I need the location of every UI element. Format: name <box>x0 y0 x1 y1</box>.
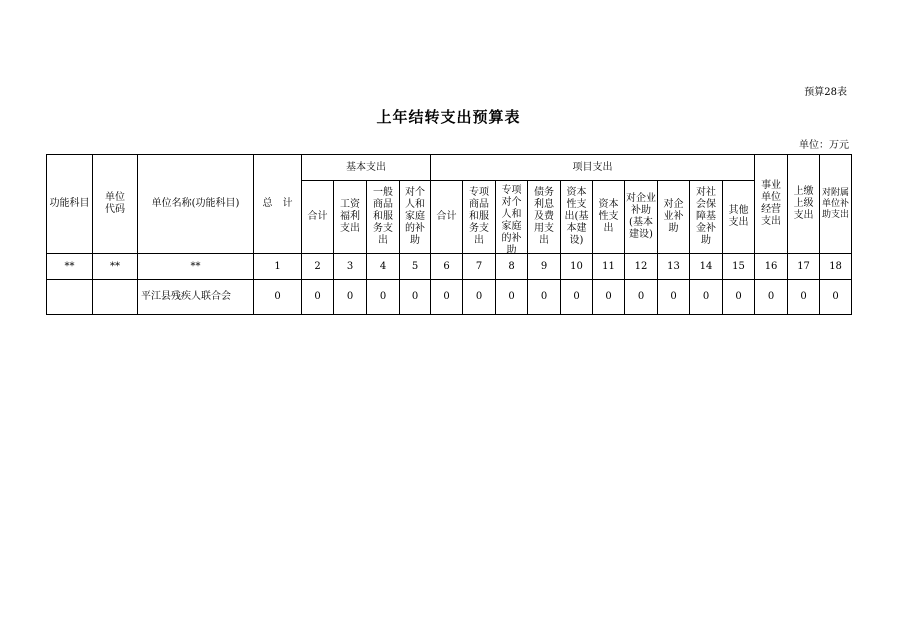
data-cell: 0 <box>755 280 788 315</box>
header-project-col: 专项商品和服务支出 <box>463 181 496 254</box>
data-cell: 0 <box>723 280 755 315</box>
index-cell: 18 <box>820 254 852 280</box>
index-cell: 2 <box>302 254 334 280</box>
table-row <box>47 280 852 315</box>
data-cell: 0 <box>254 280 302 315</box>
header-row-groups <box>47 155 852 181</box>
header-project-col: 债务利息及费用支出 <box>528 181 561 254</box>
data-cell: 0 <box>302 280 334 315</box>
index-cell: 9 <box>528 254 561 280</box>
data-cell: 0 <box>463 280 496 315</box>
index-cell: 3 <box>334 254 367 280</box>
page-title: 上年结转支出预算表 <box>376 108 521 126</box>
budget-table <box>46 154 852 315</box>
header-basic-group: 基本支出 <box>302 155 431 181</box>
index-cell: 4 <box>367 254 400 280</box>
data-cell: 0 <box>593 280 625 315</box>
index-cell: 14 <box>690 254 723 280</box>
index-cell: ** <box>138 254 254 280</box>
header-basic-col: 合计 <box>302 181 334 254</box>
index-cell: ** <box>47 254 93 280</box>
data-cell: 0 <box>400 280 431 315</box>
index-cell: 12 <box>625 254 658 280</box>
index-cell: 15 <box>723 254 755 280</box>
header-project-col: 对企业补助(基本建设) <box>625 181 658 254</box>
index-cell: 5 <box>400 254 431 280</box>
index-cell: 6 <box>431 254 463 280</box>
index-cell: 11 <box>593 254 625 280</box>
header-project-group: 项目支出 <box>431 155 755 181</box>
data-cell: 0 <box>625 280 658 315</box>
header-project-col: 对企业补助 <box>658 181 690 254</box>
data-cell <box>47 280 93 315</box>
data-cell: 0 <box>367 280 400 315</box>
header-basic-col: 一般商品和服务支出 <box>367 181 400 254</box>
index-cell: 13 <box>658 254 690 280</box>
header-project-col: 其他支出 <box>723 181 755 254</box>
header-total: 总 计 <box>254 155 302 254</box>
data-cell: 0 <box>788 280 820 315</box>
header-func-subject: 功能科目 <box>47 155 93 254</box>
unit-label: 单位：万元 <box>799 140 849 151</box>
index-cell: 10 <box>561 254 593 280</box>
data-cell: 0 <box>496 280 528 315</box>
data-cell: 0 <box>690 280 723 315</box>
data-cell: 0 <box>561 280 593 315</box>
data-cell: 0 <box>431 280 463 315</box>
header-unit-code: 单位代码 <box>93 155 138 254</box>
header-affiliated-sub: 对附属单位补助支出 <box>820 155 852 254</box>
index-cell: 7 <box>463 254 496 280</box>
header-project-col: 资本性支出 <box>593 181 625 254</box>
header-basic-col: 对个人和家庭的补助 <box>400 181 431 254</box>
index-cell: 16 <box>755 254 788 280</box>
header-project-col: 合计 <box>431 181 463 254</box>
index-row <box>47 254 852 280</box>
data-cell: 0 <box>334 280 367 315</box>
index-cell: ** <box>93 254 138 280</box>
header-upper-sub: 上缴上级支出 <box>788 155 820 254</box>
header-public-business: 事业单位经营支出 <box>755 155 788 254</box>
header-basic-col: 工资福利支出 <box>334 181 367 254</box>
data-cell <box>93 280 138 315</box>
data-cell: 0 <box>820 280 852 315</box>
header-project-col: 资本性支出(基本建设) <box>561 181 593 254</box>
index-cell: 8 <box>496 254 528 280</box>
table-reference-label: 预算28表 <box>804 87 847 98</box>
index-cell: 1 <box>254 254 302 280</box>
header-project-col: 专项对个人和家庭的补助 <box>496 181 528 254</box>
header-unit-name: 单位名称(功能科目) <box>138 155 254 254</box>
index-cell: 17 <box>788 254 820 280</box>
header-project-col: 对社会保障基金补助 <box>690 181 723 254</box>
unit-name-cell: 平江县残疾人联合会 <box>138 280 254 315</box>
data-cell: 0 <box>658 280 690 315</box>
data-cell: 0 <box>528 280 561 315</box>
